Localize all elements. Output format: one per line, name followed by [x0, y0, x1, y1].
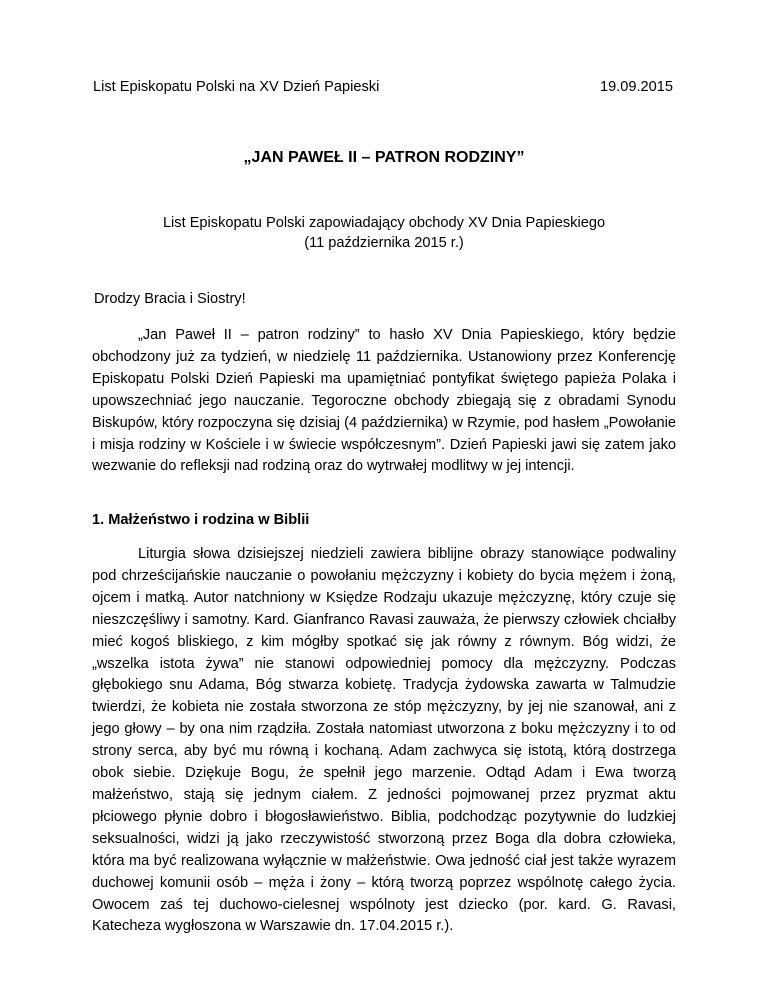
header-source: List Episkopatu Polski na XV Dzień Papieski: [93, 79, 380, 95]
greeting: Drodzy Bracia i Siostry!: [94, 291, 246, 307]
subtitle-line-2: (11 października 2015 r.): [304, 235, 464, 251]
subtitle-line-1: List Episkopatu Polski zapowiadający obchody XV Dnia Papieskiego: [162, 215, 606, 231]
document-subtitle: [0, 213, 768, 253]
section-heading: 1. Małżeństwo i rodzina w Biblii: [92, 512, 310, 528]
section-paragraph: Liturgia słowa dzisiejszej niedzieli zawiera biblijne obrazy stanowiące podwaliny pod chrześcijańskie nauczanie o powołaniu mężczyzny i kobiety do bycia mężem i żoną, ojcem i matką. Autor natchniony w Księdze Rodzaju ukazuje mężczyznę, który czuje się nieszczęśliwy i samotny. Kard. Gianfranco Ravasi zauważa, że pierwszy człowiek chciałby mieć kogoś bliskiego, z kim mógłby spotkać się jak równy z równym. Bóg widzi, że „wszelka istota żywa” nie stanowi odpowiedniej pomocy dla mężczyzny. Podczas głębokiego snu Adama, Bóg stwarza kobietę. Tradycja żydowska zawarta w Talmudzie twierdzi, że kobieta nie została stworzona ze stóp mężczyzny, by jej nie szanował, ani z jego głowy – by ona nim rządziła. Została natomiast utworzona z boku mężczyzny i to od strony serca, aby być mu równą i kochaną. Adam zachwyca się istotą, którą dostrzega obok siebie. Dziękuje Bogu, że spełnił jego marzenie. Odtąd Adam i Ewa tworzą małżeństwo, stają się jednym ciałem. Z jedności pojmowanej przez pryzmat aktu płciowego płynie dobro i błogosławieństwo. Biblia, podchodząc pozytywnie do ludzkiej seksualności, widzi ją jako rzeczywistość stworzoną przez Boga dla dobra człowieka, która ma być realizowana wyłącznie w małżeństwie. Owa jedność ciał jest także wyrazem duchowej komunii osób – męża i żony – którą tworzą poprzez wspólnotę całego życia. Owocem zaś tej duchowo-cielesnej wspólnoty jest dziecko (por. kard. G. Ravasi, Katecheza wygłoszona w Warszawie dn. 17.04.2015 r.).: [92, 546, 676, 935]
document-title: „JAN PAWEŁ II – PATRON RODZINY”: [243, 149, 525, 166]
intro-paragraph: „Jan Paweł II – patron rodziny” to hasło XV Dnia Papieskiego, który będzie obchodzony już za tydzień, w niedzielę 11 października. Ustanowiony przez Konferencję Episkopatu Polski Dzień Papieski ma upamiętniać pontyfikat świętego papieża Polaka i upowszechniać jego nauczanie. Tegoroczne obchody zbiegają się z obradami Synodu Biskupów, który rozpoczyna się dzisiaj (4 października) w Rzymie, pod hasłem „Powołanie i misja rodziny w Kościele i w świecie współczesnym”. Dzień Papieski jawi się zatem jako wezwanie do refleksji nad rodziną oraz do wytrwałej modlitwy w jej intencji.: [92, 327, 676, 475]
document-header: [93, 79, 673, 95]
header-date: 19.09.2015: [599, 79, 673, 95]
